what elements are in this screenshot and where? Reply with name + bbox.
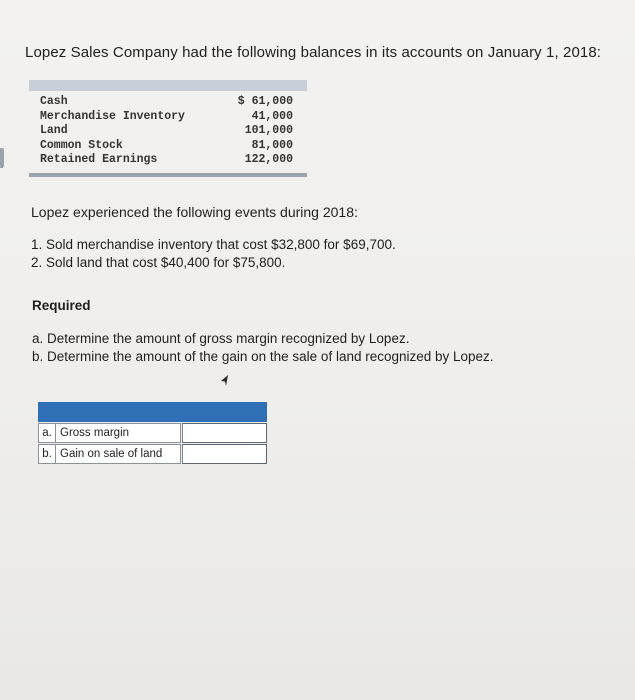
required-list <box>32 330 494 366</box>
account-amount: 101,000 <box>244 124 293 137</box>
answer-row-gain-on-land <box>38 444 267 464</box>
mouse-pointer-icon <box>218 374 232 388</box>
side-marker <box>0 148 4 168</box>
account-amount: 81,000 <box>251 138 293 152</box>
account-amount: $ 61,000 <box>237 95 293 108</box>
answer-tag: b. <box>39 445 56 463</box>
table-row <box>29 139 307 154</box>
table-row <box>29 153 307 168</box>
account-name: Land <box>40 124 68 137</box>
balances-grid <box>29 95 307 168</box>
balances-table-footer <box>29 173 307 177</box>
intro-text: Lopez Sales Company had the following balances in its accounts on January 1, 2018: <box>25 44 602 61</box>
list-item: 1. Sold merchandise inventory that cost $32,800 for $69,700. <box>31 237 396 252</box>
account-name: Cash <box>40 95 68 108</box>
events-title: Lopez experienced the following events during 2018: <box>31 204 358 220</box>
table-row <box>29 95 307 110</box>
answer-label <box>38 423 181 443</box>
answer-label-text: Gross margin <box>60 427 130 439</box>
list-item: 2. Sold land that cost $40,400 for $75,800. <box>31 255 286 270</box>
table-row <box>29 110 307 125</box>
gross-margin-input[interactable] <box>182 423 267 443</box>
account-name: Common Stock <box>40 138 123 152</box>
account-name: Merchandise Inventory <box>40 109 185 123</box>
answer-label <box>38 444 181 464</box>
list-item: b. Determine the amount of the gain on the sale of land recognized by Lopez. <box>32 349 494 364</box>
account-amount: 41,000 <box>251 109 293 123</box>
answer-table <box>38 402 267 464</box>
required-title: Required <box>32 298 91 313</box>
answer-row-gross-margin <box>38 423 267 443</box>
balances-table <box>29 80 307 177</box>
gain-on-sale-input[interactable] <box>182 444 267 464</box>
account-name: Retained Earnings <box>40 153 158 166</box>
answer-label-text: Gain on sale of land <box>60 448 163 460</box>
list-item: a. Determine the amount of gross margin recognized by Lopez. <box>32 331 410 346</box>
account-amount: 122,000 <box>244 153 293 166</box>
answer-table-header <box>38 402 267 422</box>
table-row <box>29 124 307 139</box>
balances-table-header <box>29 80 307 91</box>
answer-tag: a. <box>39 424 56 442</box>
events-list <box>31 236 396 272</box>
